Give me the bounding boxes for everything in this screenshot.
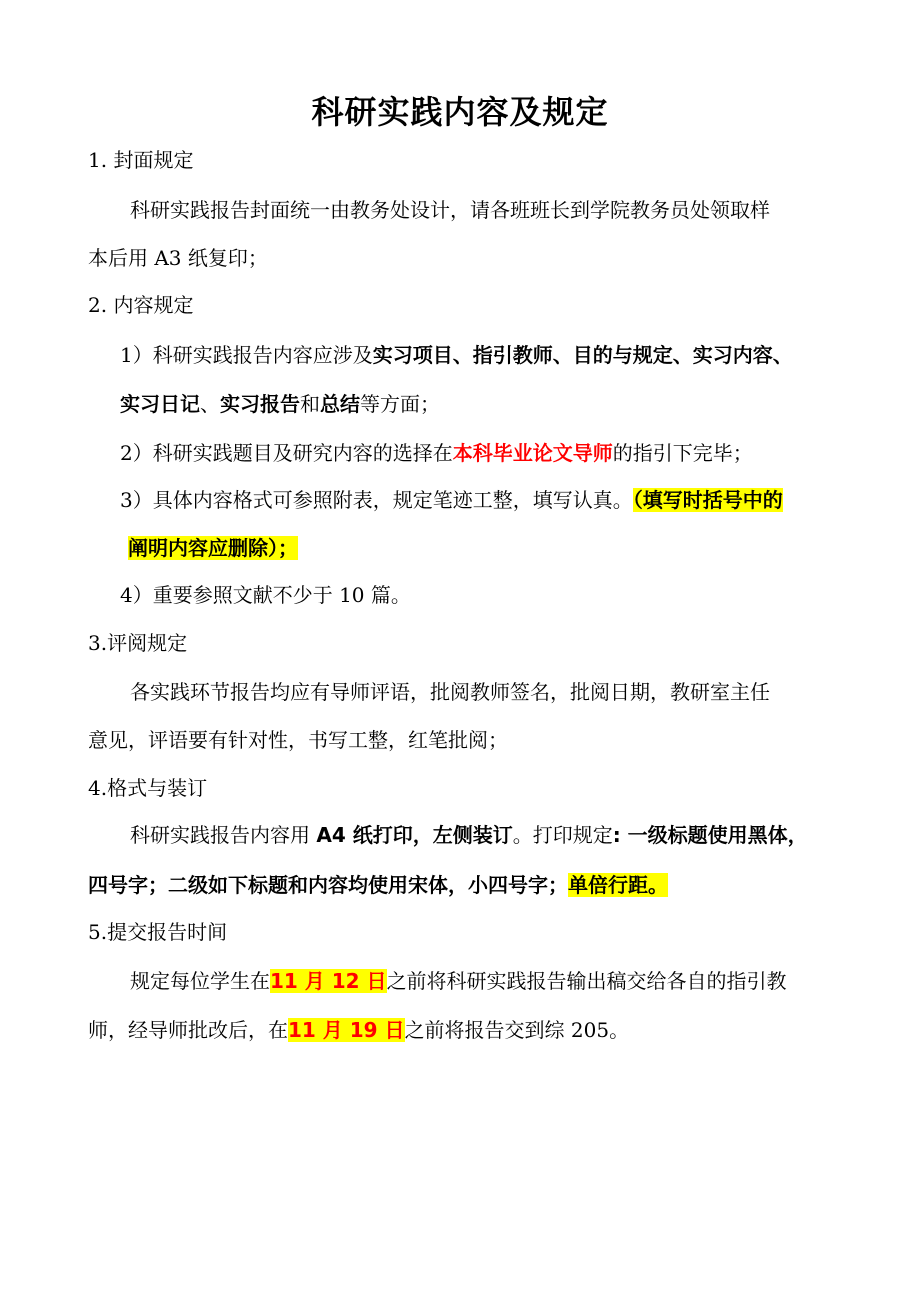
deadline-text-4: 之前将报告交到综 205。 [404, 1018, 630, 1042]
item-1-bold-diary: 实习日记 [120, 392, 200, 416]
item-3-text: 3）具体内容格式可参照附表，规定笔迹工整，填写认真。 [120, 488, 633, 512]
section-2-heading: 2. 内容规定 [88, 293, 194, 317]
section-1-paragraph-line-1: 科研实践报告封面统一由教务处设计，请各班班长到学院教务员处领取样 [130, 198, 770, 222]
section-2-item-4: 4）重要参照文献不少于 10 篇。 [120, 583, 411, 607]
item-3-highlight-cont: 阐明内容应删除）； [128, 536, 298, 560]
item-2-tail: 的指引下完毕； [612, 441, 753, 465]
item-1-tail: 等方面； [360, 392, 440, 416]
item-1-bold-summary: 总结 [320, 392, 360, 416]
item-1-bold-list: 实习项目、指引教师、目的与规定、实习内容、 [372, 343, 793, 367]
format-print-rule: 。打印规定 [512, 823, 613, 847]
deadline-date-1: 11 月 12 日 [270, 969, 387, 993]
section-2-item-2 [120, 438, 753, 468]
section-2-item-3-line-2 [128, 533, 298, 563]
item-1-bold-report: 实习报告 [220, 392, 300, 416]
section-4-paragraph-line-2 [88, 870, 668, 900]
deadline-text-2: 之前将科研实践报告输出稿交给各自的指引教 [386, 969, 787, 993]
section-1-heading: 1. 封面规定 [88, 148, 194, 172]
item-2-red-emphasis: 本科毕业论文导师 [452, 441, 613, 465]
page-title: 科研实践内容及规定 [311, 93, 609, 131]
section-3-paragraph-line-2: 意见，评语要有针对性，书写工整，红笔批阅； [88, 728, 508, 752]
section-2-item-1-line-1 [120, 340, 793, 370]
section-2-item-1-line-2 [120, 389, 440, 419]
item-1-text: 1）科研实践报告内容应涉及 [120, 343, 373, 367]
item-1-sep: 、 [200, 392, 220, 416]
format-bold-heading-rule: : 一级标题使用黑体， [612, 823, 808, 847]
deadline-text: 规定每位学生在 [130, 969, 270, 993]
item-3-highlight: （填写时括号中的 [632, 488, 783, 512]
section-2-item-3-line-1 [120, 485, 783, 515]
format-highlight-spacing: 单倍行距。 [568, 873, 668, 897]
section-4-paragraph-line-1 [130, 820, 808, 850]
section-4-heading: 4.格式与装订 [88, 776, 208, 800]
section-3-heading: 3.评阅规定 [88, 631, 188, 655]
deadline-date-2: 11 月 19 日 [288, 1018, 405, 1042]
section-5-heading: 5.提交报告时间 [88, 920, 228, 944]
section-1-paragraph-line-2: 本后用 A3 纸复印； [88, 246, 268, 270]
format-bold-a4: A4 纸打印，左侧装订 [316, 823, 513, 847]
section-5-paragraph-line-2 [88, 1015, 629, 1045]
section-3-paragraph-line-1: 各实践环节报告均应有导师评语，批阅教师签名，批阅日期，教研室主任 [130, 680, 770, 704]
section-5-paragraph-line-1 [130, 966, 787, 996]
item-2-text: 2）科研实践题目及研究内容的选择在 [120, 441, 453, 465]
format-bold-font-rule: 四号字；二级如下标题和内容均使用宋体，小四号字； [88, 873, 568, 897]
item-1-and: 和 [300, 392, 320, 416]
format-text: 科研实践报告内容用 [130, 823, 317, 847]
deadline-text-3: 师，经导师批改后，在 [88, 1018, 288, 1042]
